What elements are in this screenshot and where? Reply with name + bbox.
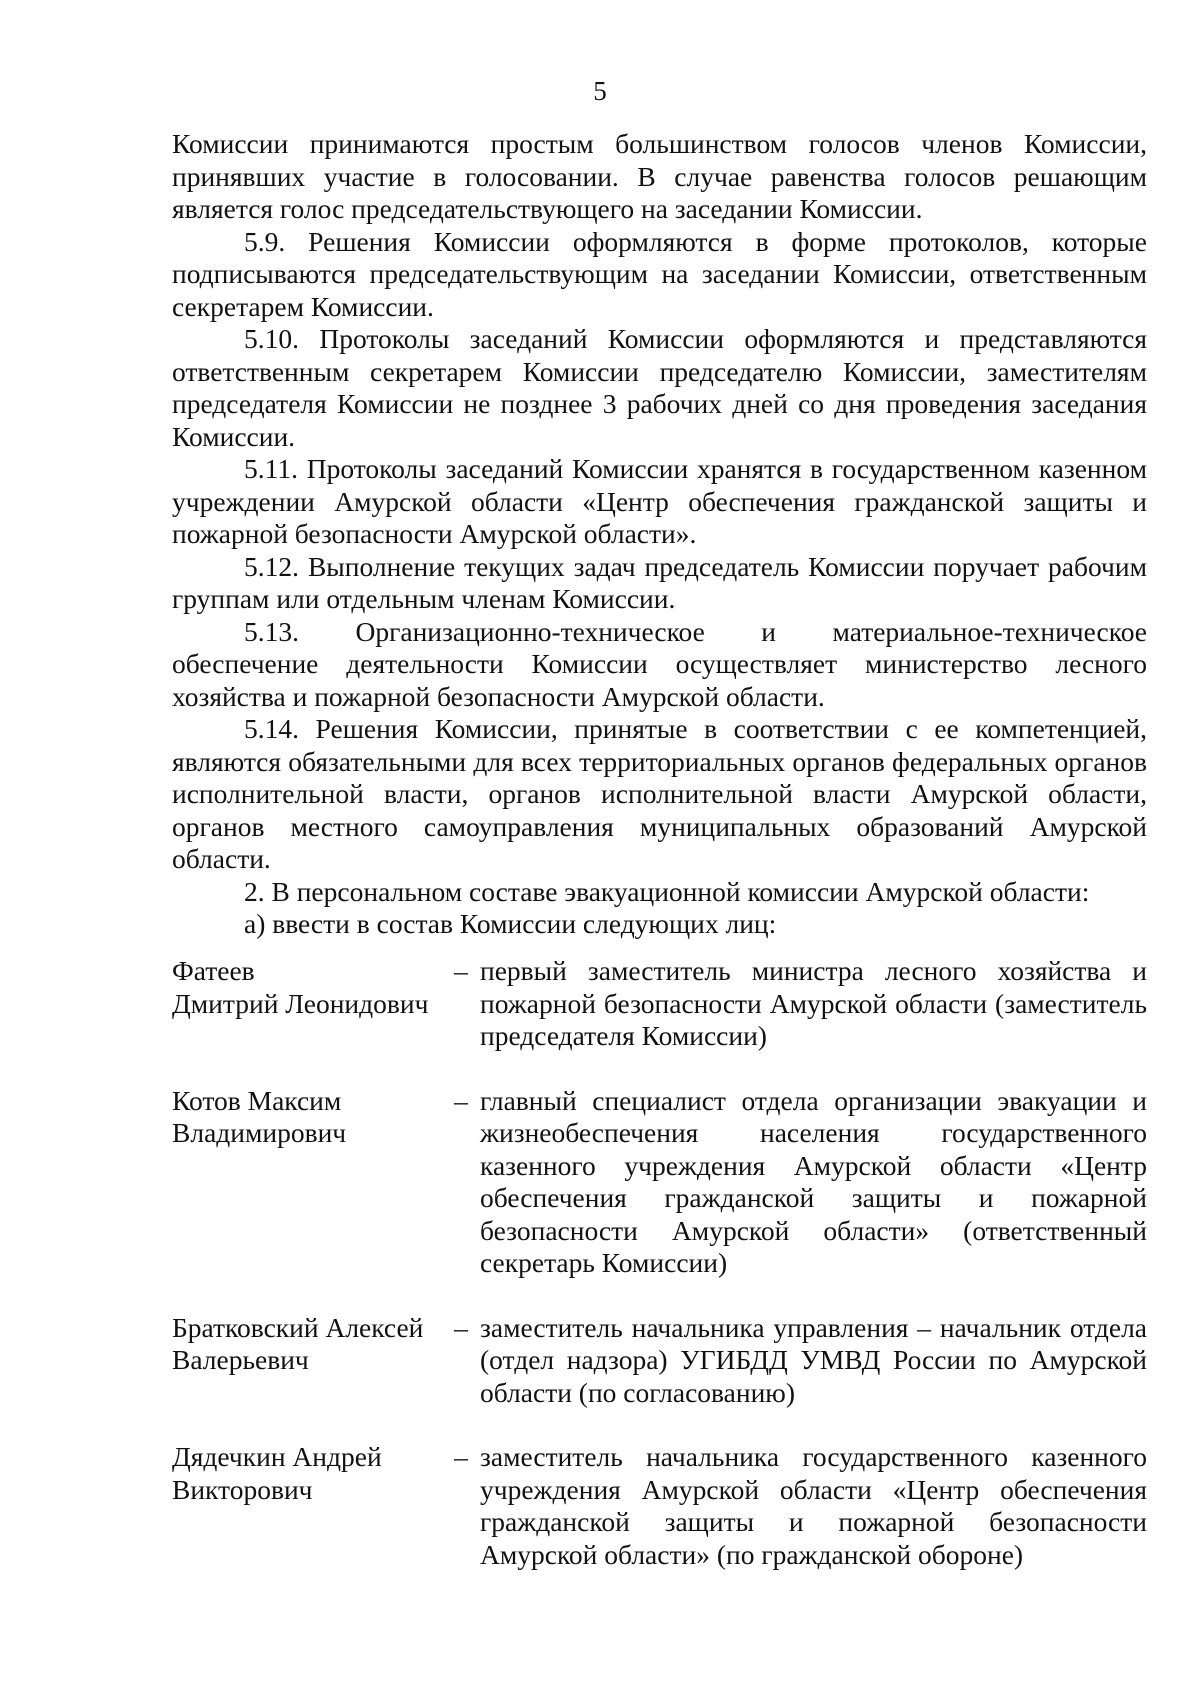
person-entry: [172, 955, 1147, 1053]
person-name: [172, 1312, 442, 1377]
person-given-names: Владимирович: [172, 1117, 347, 1148]
person-surname: Котов Максим: [172, 1084, 342, 1116]
person-name: [172, 1085, 442, 1150]
person-given-names: Валерьевич: [172, 1344, 309, 1375]
person-surname: Дядечкин Андрей: [172, 1441, 382, 1472]
person-role: заместитель начальника государственного казенного учреждения Амурской области «Центр обеспечения гражданской защиты и пожарной безопасности Амурской области» (по гражданской обороне): [480, 1441, 1147, 1570]
paragraph-5-9: 5.9. Решения Комиссии оформляются в форме протоколов, которые подписываются председательствующим на заседании Комиссии, ответственным секретарем Комиссии.: [172, 225, 1147, 322]
paragraph-item-a: а) ввести в состав Комиссии следующих лиц:: [244, 908, 777, 939]
person-role: главный специалист отдела организации эвакуации и жизнеобеспечения населения государственного казенного учреждения Амурской области «Центр обеспечения гражданской защиты и пожарной безопасности Амурской области» (ответственный секретарь Комиссии): [480, 1084, 1147, 1278]
person-given-names: Дмитрий Леонидович: [172, 987, 429, 1019]
dash-separator: –: [454, 1311, 468, 1343]
paragraph-5-14: 5.14. Решения Комиссии, принятые в соответствии с ее компетенцией, являются обязательными для всех территориальных органов федеральных органов исполнительной власти, органов исполнительной власти Амурской области, органов местного самоуправления муниципальных образований Амурской области.: [172, 713, 1147, 874]
paragraph-5-12: 5.12. Выполнение текущих задач председатель Комиссии поручает рабочим группам или отдельным членам Комиссии.: [172, 550, 1147, 614]
persons-list: [172, 955, 1147, 1603]
person-given-names: Викторович: [172, 1473, 313, 1505]
person-name: [172, 1441, 442, 1506]
paragraph-continuation: Комиссии принимаются простым большинством голосов членов Комиссии, принявших участие в голосовании. В случае равенства голосов решающим является голос председательствующего на заседании Комиссии.: [172, 128, 1147, 224]
person-entry: [172, 1441, 1147, 1571]
person-role: первый заместитель министра лесного хозяйства и пожарной безопасности Амурской области (заместитель председателя Комиссии): [480, 955, 1147, 1051]
document-body: [172, 128, 1147, 941]
paragraph-5-10: 5.10. Протоколы заседаний Комиссии оформляются и представляются ответственным секретарем Комиссии председателю Комиссии, заместителям председателя Комиссии не позднее 3 рабочих дней со дня проведения заседания Комиссии.: [172, 323, 1147, 452]
dash-separator: –: [454, 1441, 468, 1472]
person-entry: [172, 1085, 1147, 1280]
paragraph-5-11: 5.11. Протоколы заседаний Комиссии хранятся в государственном казенном учреждении Амурской области «Центр обеспечения гражданской защиты и пожарной безопасности Амурской области».: [172, 453, 1147, 549]
page-number: 5: [593, 76, 607, 106]
person-entry: [172, 1312, 1147, 1410]
person-surname: Фатеев: [172, 955, 255, 986]
person-surname: Братковский Алексей: [172, 1311, 424, 1343]
paragraph-5-13: 5.13. Организационно-техническое и материальное-техническое обеспечение деятельности Комиссии осуществляет министерство лесного хозяйства и пожарной безопасности Амурской области.: [172, 615, 1147, 712]
person-role: заместитель начальника управления – начальник отдела (отдел надзора) УГИБДД УМВД России по Амурской области (по согласованию): [480, 1311, 1147, 1408]
person-name: [172, 955, 442, 1020]
dash-separator: –: [454, 1084, 468, 1116]
paragraph-item-2: 2. В персональном составе эвакуационной комиссии Амурской области:: [244, 875, 1090, 907]
dash-separator: –: [454, 955, 468, 986]
